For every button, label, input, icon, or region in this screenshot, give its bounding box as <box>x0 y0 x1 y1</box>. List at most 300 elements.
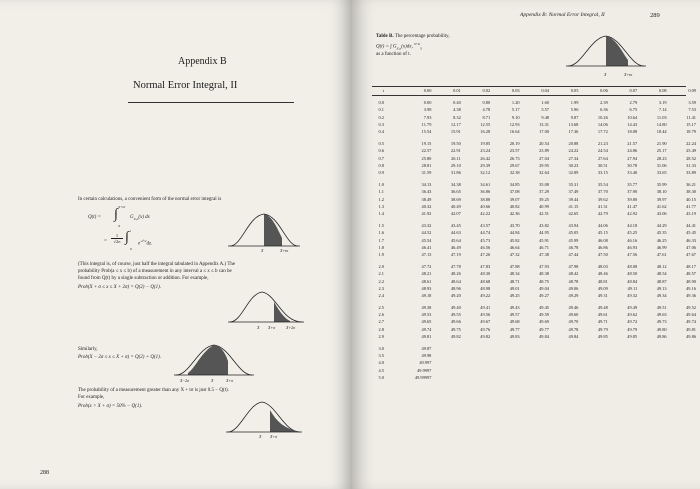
table-cell: 45.64 <box>450 237 461 243</box>
table-cell: 31.59 <box>421 170 432 176</box>
fig2-label-xsigma: X+σ <box>268 325 276 330</box>
table-cell: 8.71 <box>482 114 491 120</box>
table-cell: 38.49 <box>421 196 432 202</box>
table-cell: 2.39 <box>600 100 608 105</box>
table-cell: 40.82 <box>509 203 520 209</box>
table-cell: 19.15 <box>421 140 432 146</box>
table-cell: 48.96 <box>450 285 461 291</box>
table-cell: 30.78 <box>627 163 638 168</box>
table-t-value: 0.7 <box>378 155 384 161</box>
figure-gaussian-4 <box>226 398 302 440</box>
para2-line-3: found from Q(t) by a single subtraction or addition. For example, <box>78 276 209 281</box>
table-cell: 47.44 <box>568 252 579 258</box>
table-col-header: 0.05 <box>570 88 579 93</box>
table-cell: 4.78 <box>482 107 491 113</box>
table-cell: 15.91 <box>450 129 461 135</box>
table-cell: 3.19 <box>658 100 667 105</box>
fig3-label-xsigma: X+σ <box>226 378 234 383</box>
table-cell: 10.64 <box>627 114 638 120</box>
table-cell: 36.86 <box>480 189 491 195</box>
table-cell: 39.62 <box>597 196 608 202</box>
table-cell: 27.64 <box>597 155 608 161</box>
table-t-value: 2.5 <box>378 304 384 310</box>
table-cell: 49.34 <box>656 293 667 299</box>
table-cell: 49.18 <box>421 293 432 299</box>
table-cell: 0.40 <box>453 100 461 105</box>
table-cell: 44.95 <box>539 230 549 236</box>
table-cell: 49.49 <box>627 304 638 310</box>
integral-sign-2: ∫ <box>125 230 129 245</box>
table-t-value: 4.0 <box>378 360 384 366</box>
intro-text: In certain calculations, a convenient form of the normal error integral is <box>78 197 222 202</box>
table-cell: 49.38 <box>421 304 432 310</box>
table-cell: 34.13 <box>421 181 432 187</box>
table-cell: 14.80 <box>656 122 667 128</box>
table-cell: 49.60 <box>568 312 579 318</box>
table-cell: 15.17 <box>686 122 696 128</box>
table-t-value: 1.9 <box>378 252 384 258</box>
table-cell: 33.40 <box>627 170 638 176</box>
right-page <box>352 0 700 489</box>
table-cell: 6.75 <box>629 107 638 113</box>
table-cell: 49.81 <box>686 326 696 332</box>
table-cell: 49.66 <box>450 319 461 325</box>
eq1-upper: X+tσ <box>118 205 126 209</box>
table-cell: 26.11 <box>451 155 461 161</box>
table-cell: 47.88 <box>509 263 520 269</box>
table-fig-label-x: X <box>604 72 607 77</box>
table-cell: 44.29 <box>656 222 667 228</box>
table-cell: 47.93 <box>539 263 549 269</box>
table-col-header: 0.09 <box>688 88 696 93</box>
fig1-label-x: X <box>261 248 264 253</box>
table-cell: 31.06 <box>656 163 667 168</box>
table-cell: 39.25 <box>539 196 549 202</box>
table-cell: 40.15 <box>686 196 696 202</box>
table-cell: 46.64 <box>509 244 520 250</box>
table-cell: 7.53 <box>688 107 696 113</box>
table-top-rule <box>372 86 686 87</box>
table-cell: 48.12 <box>656 263 667 269</box>
table-cell: 20.19 <box>509 140 520 146</box>
table-cell: 47.61 <box>656 252 667 258</box>
table-cell: 49.27 <box>539 293 549 299</box>
table-cell: 29.10 <box>450 163 461 168</box>
para2-line-1: (This integral is, of course, just half the integral tabulated in Appendix A.) The <box>78 262 236 267</box>
table-cell: 35.54 <box>597 181 608 187</box>
table-cell: 16.28 <box>480 129 491 135</box>
table-cell: 29.67 <box>509 163 520 168</box>
table-cell: 4.38 <box>453 107 461 113</box>
table-cell: 44.41 <box>686 222 696 228</box>
table-t-value: 1.1 <box>378 189 384 195</box>
figure-gaussian-3 <box>174 341 254 383</box>
table-cell: 32.89 <box>568 170 579 176</box>
table-cell: 48.46 <box>597 271 608 277</box>
table-cell: 32.64 <box>539 170 549 176</box>
table-cell: 41.15 <box>568 203 579 209</box>
table-cell: 45.05 <box>568 230 579 236</box>
figure-gaussian-2 <box>226 286 306 330</box>
table-cell: 49.48 <box>597 304 608 310</box>
eq1-integrand: $G_{X,\sigma}(x)$ dx <box>130 215 150 221</box>
table-cell: 44.74 <box>480 230 491 236</box>
table-cell: 39.80 <box>627 196 638 202</box>
table-cell: 40.99 <box>539 203 549 209</box>
table-cell: 43.70 <box>509 222 520 228</box>
table-cell: 47.98 <box>568 263 579 269</box>
table-cell: 48.78 <box>568 278 579 284</box>
table-t-value: 1.2 <box>378 196 384 202</box>
table-cell: 49.83 <box>509 334 520 340</box>
table-t-value: 2.0 <box>378 263 384 269</box>
table-cell: 49.36 <box>686 293 696 299</box>
table-cell: 49.78 <box>568 326 579 332</box>
table-cell: 39.07 <box>509 196 520 202</box>
appendix-label: Appendix B <box>178 56 227 67</box>
table-cell: 49.31 <box>597 293 608 299</box>
eq1-lhs: Q(t) = <box>88 215 101 220</box>
table-cell: 35.99 <box>656 181 667 187</box>
table-cell: 23.89 <box>539 148 549 154</box>
table-cell: 46.71 <box>539 244 549 250</box>
table-cell: 49.59 <box>539 312 549 318</box>
table-cell: 49.64 <box>686 312 696 318</box>
table-cell: 29.39 <box>480 163 491 168</box>
table-cell: 27.34 <box>568 155 579 161</box>
table-cell: 38.10 <box>656 189 667 195</box>
table-cell: 47.67 <box>686 252 696 258</box>
fig4-label-xsigma: X+σ <box>270 434 278 439</box>
table-cell: 24.22 <box>568 148 579 154</box>
table-cell: 48.26 <box>450 271 461 277</box>
table-t-value: 2.3 <box>378 285 384 291</box>
table-cell: 48.93 <box>421 285 432 291</box>
table-cell: 18.44 <box>656 129 667 135</box>
table-cell: 49.98 <box>421 353 432 359</box>
table-cell: 49.11 <box>627 285 638 291</box>
table-col-header: 0.01 <box>453 88 461 93</box>
table-cell: 47.38 <box>539 252 549 258</box>
eq4: Prob(X − 2σ ≤ x ≤ X + σ) = Q(2) + Q(1). <box>78 355 162 360</box>
table-cell: 32.38 <box>509 170 520 176</box>
figure-gaussian-1 <box>226 206 302 254</box>
table-cell: 2.79 <box>629 100 638 105</box>
table-caption: Table B. The percentage probability, Q(t) = ∫ $G_{X,\sigma}(x)dx$, $^{X+t\sigma}_X$ as a function of t. <box>376 34 450 57</box>
table-cell: 42.22 <box>480 211 491 217</box>
table-cell: 48.90 <box>686 278 696 284</box>
table-cell: 25.17 <box>656 148 667 154</box>
para3-line-1: The probability of a measurement greater than any X + tσ is just 0.5 − Q(t). <box>78 388 229 393</box>
table-cell: 5.96 <box>570 107 579 113</box>
table-cell: 26.42 <box>480 155 491 161</box>
table-cell: 42.36 <box>509 211 520 217</box>
table-cell: 25.80 <box>421 155 432 161</box>
table-cell: 49.53 <box>421 312 432 318</box>
table-cell: 13.68 <box>568 122 579 128</box>
table-cell: 11.79 <box>421 122 432 128</box>
table-cell: 30.51 <box>597 163 608 168</box>
table-cell: 49.84 <box>568 334 579 340</box>
table-cell: 46.56 <box>480 244 491 250</box>
table-t-value: 5.0 <box>378 375 384 381</box>
eq2-frac: 1 √2π <box>111 233 123 244</box>
table-t-value: 2.7 <box>378 319 384 325</box>
table-cell: 43.45 <box>450 222 461 228</box>
table-figure-gaussian <box>566 30 646 74</box>
table-cell: 49.85 <box>597 334 608 340</box>
table-cell: 49.77 <box>539 326 549 332</box>
similarly-text: Similarly, <box>78 347 98 352</box>
table-cell: 49.80 <box>656 326 667 332</box>
table-cell: 48.42 <box>568 271 579 277</box>
table-t-value: 0.2 <box>378 114 384 120</box>
table-cell: 8.32 <box>453 114 461 120</box>
fig2-label-x2sigma: X+2σ <box>286 325 296 330</box>
table-cell: 5.17 <box>511 107 520 113</box>
table-cell: 21.57 <box>627 140 638 146</box>
table-cell: 1.99 <box>570 100 579 105</box>
table-cell: 49.16 <box>686 285 696 291</box>
eq3: Prob(X + σ ≤ x ≤ X + 2σ) = Q(2) − Q(1). <box>78 285 162 290</box>
table-cell: 19.85 <box>480 140 491 146</box>
table-cell: 45.35 <box>656 230 667 236</box>
table-cell: 42.07 <box>450 211 461 217</box>
table-t-value: 2.2 <box>378 278 384 284</box>
table-cell: 48.17 <box>686 263 696 269</box>
table-cell: 49.57 <box>509 312 520 318</box>
table-cell: 38.30 <box>686 189 696 195</box>
table-col-header: 0.06 <box>600 88 608 93</box>
fig4-label-x: X <box>259 434 262 439</box>
table-cell: 21.23 <box>597 140 608 146</box>
table-cell: 49.06 <box>568 285 579 291</box>
table-cell: 24.54 <box>597 148 608 154</box>
table-cell: 34.38 <box>450 181 461 187</box>
table-cell: 49.87 <box>421 345 432 351</box>
table-cell: 49.41 <box>480 304 491 310</box>
table-cell: 45.91 <box>539 237 549 243</box>
chapter-title: Normal Error Integral, II <box>133 80 238 91</box>
table-t-value: 2.9 <box>378 334 384 340</box>
eq2-lhs: = <box>104 239 107 244</box>
table-t-value: 1.8 <box>378 244 384 250</box>
eq2-upper: t <box>130 229 131 233</box>
table-cell: 44.63 <box>450 230 461 236</box>
table-cell: 49.67 <box>480 319 491 325</box>
table-cell: 42.51 <box>539 211 549 217</box>
table-cell: 26.73 <box>509 155 520 161</box>
table-t-value: 3.5 <box>378 353 384 359</box>
table-cell: 46.41 <box>421 244 432 250</box>
table-cell: 44.52 <box>421 230 432 236</box>
table-t-value: 2.8 <box>378 326 384 332</box>
table-cell: 47.06 <box>686 244 696 250</box>
table-cell: 23.57 <box>509 148 520 154</box>
table-t-value: 0.9 <box>378 170 384 176</box>
table-t-value: 2.4 <box>378 293 384 299</box>
table-cell: 12.93 <box>509 122 520 128</box>
table-cell: 48.21 <box>421 271 432 277</box>
fig3-label-xm2sigma: X−2σ <box>180 378 190 383</box>
fig3-label-x: X <box>211 378 214 383</box>
table-cell: 49.46 <box>568 304 579 310</box>
table-cell: 49.76 <box>480 326 491 332</box>
table-cell: 47.83 <box>480 263 491 269</box>
table-cell: 28.81 <box>421 163 432 168</box>
table-cell: 48.64 <box>450 278 461 284</box>
table-cell: 1.60 <box>541 100 549 105</box>
table-cell: 12.17 <box>450 122 461 128</box>
table-t-value: 0.3 <box>378 122 384 128</box>
table-cell: 49.13 <box>656 285 667 291</box>
table-cell: 44.84 <box>509 230 520 236</box>
table-cell: 17.36 <box>568 129 579 135</box>
table-cell: 40.66 <box>480 203 491 209</box>
table-cell: 38.69 <box>450 196 461 202</box>
table-t-value: 0.5 <box>378 140 384 146</box>
table-cell: 49.45 <box>539 304 549 310</box>
table-cell: 20.54 <box>539 140 549 146</box>
eq1-lower: X <box>118 224 121 228</box>
table-cell: 42.65 <box>568 211 579 217</box>
title-rule <box>128 102 294 103</box>
table-cell: 18.79 <box>686 129 696 135</box>
table-col-header: t <box>382 88 384 93</box>
table-cell: 13.31 <box>539 122 549 128</box>
table-cell: 49.22 <box>480 293 491 299</box>
table-cell: 42.79 <box>597 211 608 217</box>
table-cell: 43.32 <box>421 222 432 228</box>
table-col-header: 0.03 <box>511 88 520 93</box>
table-cell: 32.12 <box>480 170 491 176</box>
table-t-value: 0.0 <box>378 100 384 105</box>
table-cell: 43.94 <box>568 222 579 228</box>
table-cell: 24.86 <box>627 148 638 154</box>
table-cell: 5.57 <box>541 107 549 113</box>
table-cell: 41.77 <box>686 203 696 209</box>
table-cell: 49.77 <box>509 326 520 332</box>
table-cell: 37.49 <box>568 189 579 195</box>
table-col-header: 0.07 <box>629 88 638 93</box>
table-t-value: 1.7 <box>378 237 384 243</box>
table-cell: 11.41 <box>686 114 696 120</box>
table-cell: 31.86 <box>450 170 461 176</box>
table-cell: 49.65 <box>421 319 432 325</box>
table-cell: 48.68 <box>480 278 491 284</box>
table-cell: 47.32 <box>509 252 520 258</box>
table-col-header: 0.02 <box>482 88 491 93</box>
eq5: Prob(x > X + σ) = 50% − Q(1). <box>78 404 143 409</box>
table-cell: 45.82 <box>509 237 520 243</box>
table-cell: 49.63 <box>656 312 667 318</box>
table-cell: 48.08 <box>627 263 638 269</box>
table-cell: 48.30 <box>480 271 491 277</box>
table-cell: 10.26 <box>597 114 608 120</box>
table-t-value: 1.3 <box>378 203 384 209</box>
table-t-value: 1.4 <box>378 211 384 217</box>
table-cell: 35.77 <box>627 181 638 187</box>
table-cell: 48.71 <box>509 278 520 284</box>
table-fig-label-xtsigma: X+tσ <box>624 72 633 77</box>
table-cell: 49.43 <box>509 304 520 310</box>
table-cell: 39.44 <box>568 196 579 202</box>
table-cell: 34.85 <box>509 181 520 187</box>
table-cell: 49.73 <box>656 319 667 325</box>
table-cell: 18.08 <box>627 129 638 135</box>
table-cell: 37.29 <box>539 189 549 195</box>
fig2-label-x: X <box>257 325 260 330</box>
table-cell: 49.61 <box>597 312 608 318</box>
table-t-value: 0.6 <box>378 148 384 154</box>
table-cell: 49.51 <box>656 304 667 310</box>
table-cell: 48.75 <box>539 278 549 284</box>
table-cell: 49.997 <box>419 360 432 366</box>
table-cell: 16.64 <box>509 129 520 135</box>
table-cell: 49.72 <box>627 319 638 325</box>
table-cell: 43.19 <box>686 211 696 217</box>
table-cell: 41.92 <box>421 211 432 217</box>
table-cell: 48.57 <box>686 271 696 277</box>
table-cell: 49.74 <box>421 326 432 332</box>
table-cell: 34.61 <box>480 181 491 187</box>
table-cell: 7.14 <box>658 107 667 113</box>
table-col-header: 0.08 <box>658 88 667 93</box>
table-t-value: 2.6 <box>378 312 384 318</box>
table-cell: 49.29 <box>568 293 579 299</box>
table-cell: 14.06 <box>597 122 608 128</box>
eq2-integrand: $e^{-z^2/2}dz$. <box>138 239 153 247</box>
table-t-value: 1.6 <box>378 230 384 236</box>
table-cell: 49.86 <box>686 334 696 340</box>
table-cell: 14.43 <box>627 122 638 128</box>
table-cell: 28.52 <box>686 155 696 161</box>
table-t-value: 0.4 <box>378 129 384 135</box>
para2-line-2: probability Prob(a ≤ x ≤ b) of a measurement in any interval a ≤ x ≤ b can be <box>78 269 232 274</box>
table-cell: 47.13 <box>421 252 432 258</box>
table-cell: 35.08 <box>539 181 549 187</box>
table-cell: 22.24 <box>686 140 696 146</box>
table-cell: 49.20 <box>450 293 461 299</box>
table-cell: 45.73 <box>480 237 491 243</box>
table-cell: 30.23 <box>568 163 579 168</box>
table-cell: 48.98 <box>480 285 491 291</box>
table-cell: 9.48 <box>541 114 549 120</box>
table-cell: 47.56 <box>627 252 638 258</box>
table-cell: 33.15 <box>597 170 608 176</box>
table-cell: 17.72 <box>597 129 608 135</box>
table-cell: 49.85 <box>627 334 638 340</box>
table-cell: 49.68 <box>509 319 520 325</box>
table-cell: 49.79 <box>597 326 608 332</box>
table-cell: 49.75 <box>450 326 461 332</box>
table-cell: 37.08 <box>509 189 520 195</box>
table-cell: 25.49 <box>686 148 696 154</box>
table-cell: 12.55 <box>480 122 491 128</box>
table-cell: 45.99 <box>568 237 579 243</box>
table-cell: 46.93 <box>627 244 638 250</box>
table-cell: 3.98 <box>423 107 432 113</box>
table-cell: 15.54 <box>421 129 432 135</box>
table-cell: 27.04 <box>539 155 549 161</box>
table-cell: 6.36 <box>600 107 608 113</box>
table-cell: 48.34 <box>509 271 520 277</box>
table-col-header: 0.00 <box>423 88 432 93</box>
table-cell: 38.88 <box>480 196 491 202</box>
table-t-value: 0.8 <box>378 163 384 168</box>
table-cell: 7.93 <box>423 114 432 120</box>
table-cell: 46.99 <box>656 244 667 250</box>
